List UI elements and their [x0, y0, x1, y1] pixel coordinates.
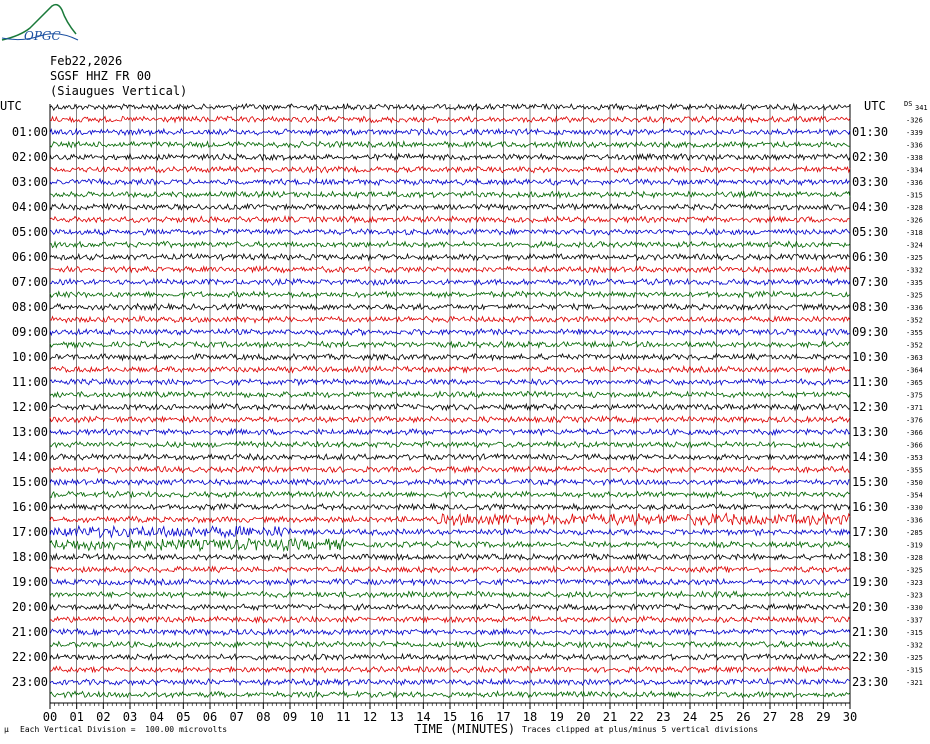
trace-offset-label: -334: [906, 166, 923, 175]
x-tick-label: 27: [762, 710, 778, 724]
station-label: SGSF HHZ FR 00: [50, 69, 152, 83]
trace-offset-label: -330: [906, 604, 923, 612]
left-hour-label: 01:00: [11, 125, 48, 139]
right-hour-label: 14:30: [852, 450, 889, 464]
x-axis-title: TIME (MINUTES): [414, 722, 516, 736]
trace-offset-label: -323: [906, 591, 923, 600]
x-tick-label: 24: [682, 710, 698, 724]
trace-offset-label: -318: [906, 229, 923, 237]
trace-offset-label: -319: [906, 541, 923, 550]
location-label: (Siaugues Vertical): [50, 84, 188, 98]
right-hour-label: 03:30: [852, 175, 889, 189]
left-hour-label: 16:00: [11, 500, 48, 514]
x-tick-label: 28: [789, 710, 804, 724]
x-tick-label: 25: [709, 710, 724, 724]
x-tick-label: 17: [496, 710, 511, 724]
trace-offset-label: -336: [906, 304, 923, 312]
right-hour-label: 19:30: [852, 575, 889, 589]
trace-offset-label: -364: [906, 366, 923, 375]
x-tick-label: 20: [576, 710, 591, 724]
trace-offset-label: -366: [906, 429, 923, 437]
right-hour-label: 20:30: [852, 600, 889, 614]
left-hour-label: 06:00: [11, 250, 48, 264]
x-tick-label: 03: [122, 710, 138, 724]
x-tick-label: 30: [842, 710, 858, 724]
left-hour-label: 20:00: [11, 600, 48, 614]
trace-offset-label: -352: [906, 316, 923, 325]
x-tick-label: 29: [816, 710, 831, 724]
right-hour-label: 16:30: [852, 500, 889, 514]
trace-offset-label: -336: [906, 179, 923, 187]
trace-offset-label: -321: [906, 679, 923, 687]
x-tick-label: 22: [629, 710, 644, 724]
left-hour-label: 22:00: [11, 650, 48, 664]
right-hour-label: 12:30: [852, 400, 889, 414]
x-tick-label: 02: [96, 710, 111, 724]
x-tick-label: 09: [282, 710, 298, 724]
ds-label: DS: [904, 100, 913, 108]
trace-offset-label: -326: [906, 216, 923, 225]
trace-offset-label: -323: [906, 579, 923, 587]
x-tick-label: 13: [389, 710, 404, 724]
x-tick-label: 07: [229, 710, 244, 724]
trace-offset-label: -352: [906, 341, 923, 350]
trace-offset-label: -371: [906, 404, 923, 412]
trace-offset-label: -324: [906, 241, 923, 250]
trace-offset-label: -325: [906, 291, 923, 300]
right-hour-label: 10:30: [852, 350, 889, 364]
trace-offset-label: -328: [906, 204, 923, 212]
trace-offset-label: -332: [906, 641, 923, 650]
trace-offset-label: -376: [906, 416, 923, 425]
x-tick-label: 00: [42, 710, 58, 724]
right-hour-label: 15:30: [852, 475, 889, 489]
right-utc-label: UTC: [864, 99, 886, 113]
trace-offset-label: -336: [906, 141, 923, 150]
trace-offset-label: -365: [906, 379, 923, 387]
left-hour-label: 15:00: [11, 475, 48, 489]
x-tick-label: 18: [522, 710, 538, 724]
left-hour-label: 19:00: [11, 575, 48, 589]
trace-offset-label: -336: [906, 516, 923, 525]
right-hour-label: 01:30: [852, 125, 889, 139]
trace-offset-label: -366: [906, 441, 923, 450]
left-hour-label: 08:00: [11, 300, 48, 314]
x-tick-label: 16: [469, 710, 484, 724]
trace-offset-label: -332: [906, 266, 923, 275]
clip-note: Traces clipped at plus/minus 5 vertical divisions: [522, 725, 759, 734]
x-tick-label: 19: [549, 710, 564, 724]
left-hour-label: 03:00: [11, 175, 48, 189]
left-hour-label: 09:00: [11, 325, 48, 339]
trace-offset-label: -355: [906, 466, 923, 475]
right-hour-label: 13:30: [852, 425, 889, 439]
trace-offset-label: -330: [906, 504, 923, 512]
trace-offset-label: -315: [906, 629, 923, 637]
trace-offset-label: -363: [906, 354, 923, 362]
trace-offset-label: -325: [906, 654, 923, 662]
left-hour-label: 18:00: [11, 550, 48, 564]
trace-offset-label: -326: [906, 116, 923, 125]
date-label: Feb22,2026: [50, 54, 123, 68]
x-tick-label: 14: [416, 710, 431, 724]
right-hour-label: 02:30: [852, 150, 889, 164]
left-hour-label: 10:00: [11, 350, 48, 364]
trace-offset-label: -353: [906, 454, 923, 462]
scale-note: Each Vertical Division = 100.00 microvolts: [20, 725, 228, 734]
left-hour-label: 07:00: [11, 275, 48, 289]
trace-offset-label: -350: [906, 479, 923, 487]
trace-offset-label: -354: [906, 491, 923, 500]
right-hour-label: 07:30: [852, 275, 889, 289]
right-hour-label: 05:30: [852, 225, 889, 239]
x-tick-label: 23: [656, 710, 671, 724]
left-hour-label: 04:00: [11, 200, 48, 214]
trace-offset-label: -355: [906, 329, 923, 337]
trace-offset-label: -335: [906, 279, 923, 287]
x-tick-label: 15: [442, 710, 458, 724]
x-tick-label: 12: [362, 710, 378, 724]
trace-offset-label: -325: [906, 566, 923, 575]
trace-offset-label: -328: [906, 554, 923, 562]
trace-offset-label: -285: [906, 529, 923, 537]
left-hour-label: 02:00: [11, 150, 48, 164]
left-hour-label: 13:00: [11, 425, 48, 439]
logo-text: OPGC: [24, 29, 61, 43]
trace-offset-label: -375: [906, 391, 923, 400]
trace-offset-label: -325: [906, 254, 923, 262]
x-tick-label: 08: [256, 710, 271, 724]
trace-offset-label: -339: [906, 129, 923, 137]
x-tick-label: 05: [176, 710, 191, 724]
trace-offset-label: 341: [915, 104, 928, 112]
left-hour-label: 11:00: [11, 375, 48, 389]
trace-offset-label: -315: [906, 191, 923, 200]
left-utc-label: UTC: [0, 99, 22, 113]
right-hour-label: 08:30: [852, 300, 889, 314]
corner-mark: µ: [4, 725, 9, 734]
x-tick-label: 11: [336, 710, 351, 724]
x-tick-label: 21: [602, 710, 618, 724]
right-hour-label: 06:30: [852, 250, 889, 264]
left-hour-label: 17:00: [11, 525, 48, 539]
x-tick-label: 04: [149, 710, 164, 724]
x-tick-label: 06: [202, 710, 218, 724]
trace-offset-label: -338: [906, 154, 923, 162]
x-tick-label: 10: [309, 710, 324, 724]
trace-offset-label: -315: [906, 666, 923, 675]
right-hour-label: 09:30: [852, 325, 889, 339]
x-tick-label: 01: [69, 710, 84, 724]
left-hour-label: 21:00: [11, 625, 48, 639]
right-hour-label: 17:30: [852, 525, 889, 539]
right-hour-label: 11:30: [852, 375, 889, 389]
right-hour-label: 04:30: [852, 200, 889, 214]
right-hour-label: 23:30: [852, 675, 889, 689]
right-hour-label: 18:30: [852, 550, 889, 564]
x-tick-label: 26: [736, 710, 751, 724]
right-hour-label: 21:30: [852, 625, 889, 639]
left-hour-label: 14:00: [11, 450, 48, 464]
left-hour-label: 12:00: [11, 400, 48, 414]
left-hour-label: 23:00: [11, 675, 48, 689]
right-hour-label: 22:30: [852, 650, 889, 664]
left-hour-label: 05:00: [11, 225, 48, 239]
trace-offset-label: -337: [906, 616, 923, 625]
